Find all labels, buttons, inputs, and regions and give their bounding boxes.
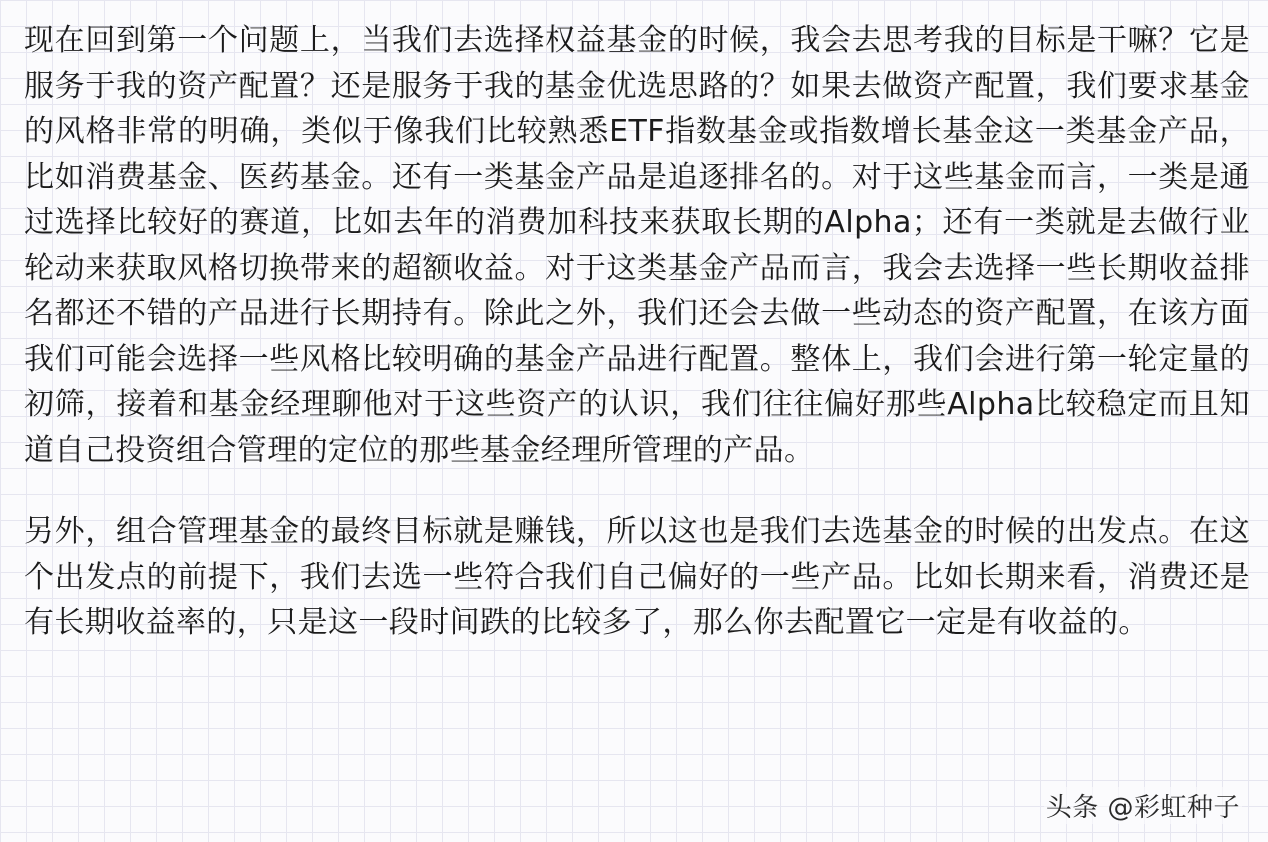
paragraph-1: 现在回到第一个问题上，当我们去选择权益基金的时候，我会去思考我的目标是干嘛？它是服务于我的资产配置？还是服务于我的基金优选思路的？如果去做资产配置，我们要求基金的风格非常的明确，类似于像我们比较熟悉ETF指数基金或指数增长基金这一类基金产品，比如消费基金、医药基金。还有一类基金产品是追逐排名的。对于这些基金而言，一类是通过选择比较好的赛道，比如去年的消费加科技来获取长期的Alpha；还有一类就是去做行业轮动来获取风格切换带来的超额收益。对于这类基金产品而言，我会去选择一些长期收益排名都还不错的产品进行长期持有。除此之外，我们还会去做一些动态的资产配置，在该方面我们可能会选择一些风格比较明确的基金产品进行配置。整体上，我们会进行第一轮定量的初筛，接着和基金经理聊他对于这些资产的认识，我们往往偏好那些Alpha比较稳定而且知道自己投资组合管理的定位的那些基金经理所管理的产品。: [24, 23, 1250, 468]
article-body: [24, 18, 1250, 646]
paragraph-2: 另外，组合管理基金的最终目标就是赚钱，所以这也是我们去选基金的时候的出发点。在这个出发点的前提下，我们去选一些符合我们自己偏好的一些产品。比如长期来看，消费还是有长期收益率的，只是这一段时间跌的比较多了，那么你去配置它一定是有收益的。: [24, 514, 1250, 640]
source-watermark: 头条 @彩虹种子: [1044, 787, 1242, 824]
